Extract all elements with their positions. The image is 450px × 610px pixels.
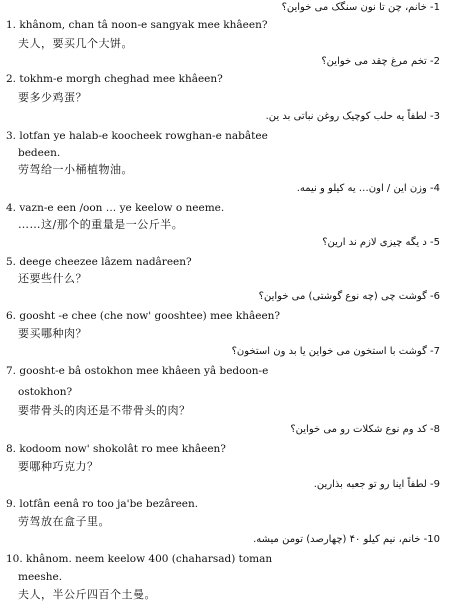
transliteration-line-3-cont: bedeen. [18, 147, 61, 159]
persian-line-6: 6- گوشت چی (چه نوع گوشتی) می خواین؟ [258, 291, 440, 302]
transliteration-line-4: 4. vazn-e een /oon … ye keelow o neeme. [6, 202, 225, 214]
persian-line-4: 4- وزن این / اون… یه کیلو و نیمه. [296, 183, 440, 194]
transliteration-line-3: 3. lotfan ye halab-e koocheek rowghan-e nabâtee [6, 130, 268, 142]
persian-line-5: 5- د یگه چیزی لازم ند ارین؟ [322, 237, 440, 248]
chinese-line-2: 要多少鸡蛋？ [18, 91, 87, 104]
chinese-line-8: 要哪种巧克力？ [18, 460, 99, 473]
transliteration-line-9: 9. lotfân eenâ ro too ja'be bezâreen. [6, 498, 199, 510]
transliteration-line-10: 10. khânom. neem keelow 400 (chaharsad) toman [6, 553, 273, 565]
chinese-line-7: 要带骨头的肉还是不带骨头的肉？ [18, 404, 191, 417]
transliteration-line-5: 5. deege cheezee lâzem nadâreen? [6, 256, 192, 268]
persian-line-8: 8- کد وم نوع شکلات رو می خواین؟ [290, 424, 440, 435]
transliteration-line-2: 2. tokhm-e morgh cheghad mee khâeen? [6, 73, 223, 85]
transliteration-line-7: 7. goosht-e bâ ostokhon mee khâeen yâ bedoon-e [6, 365, 269, 377]
persian-line-1: 1- خانم، چن تا نون سنگک می خواین؟ [281, 2, 440, 13]
persian-line-10: 10- خانم، نیم کیلو ۴۰ (چهارصد) تومن میشه. [253, 534, 440, 545]
transliteration-line-8: 8. kodoom now' shokolât ro mee khâeen? [6, 443, 226, 455]
chinese-line-10: 夫人，半公斤四百个土曼。 [18, 588, 156, 601]
transliteration-line-10-cont: meeshe. [18, 571, 63, 583]
persian-line-7: 7- گوشت با استخون می خواین یا بد ون استخون؟ [231, 346, 440, 357]
persian-line-9: 9- لطفاً اینا رو تو جعبه بذارین. [313, 479, 440, 490]
chinese-line-3: 劳驾给一小桶植物油。 [18, 163, 133, 176]
chinese-line-9: 劳驾放在盒子里。 [18, 515, 110, 528]
persian-line-2: 2- تخم مرغ چقد می خواین؟ [321, 56, 440, 67]
transliteration-line-1: 1. khânom, chan tâ noon-e sangyak mee khâeen? [6, 19, 268, 31]
chinese-line-6: 要买哪种肉？ [18, 327, 87, 340]
chinese-line-1: 夫人，要买几个大饼。 [18, 37, 133, 50]
chinese-line-5: 还要些什么？ [18, 272, 87, 285]
persian-line-3: 3- لطفاً یه حلب کوچیک روغن نباتی بد ین. [265, 111, 440, 122]
transliteration-line-6: 6. goosht -e chee (che now' gooshtee) mee khâeen? [6, 310, 281, 322]
transliteration-line-7-cont: ostokhon? [18, 386, 73, 398]
chinese-line-4: ……这/那个的重量是一公斤半。 [18, 218, 184, 231]
